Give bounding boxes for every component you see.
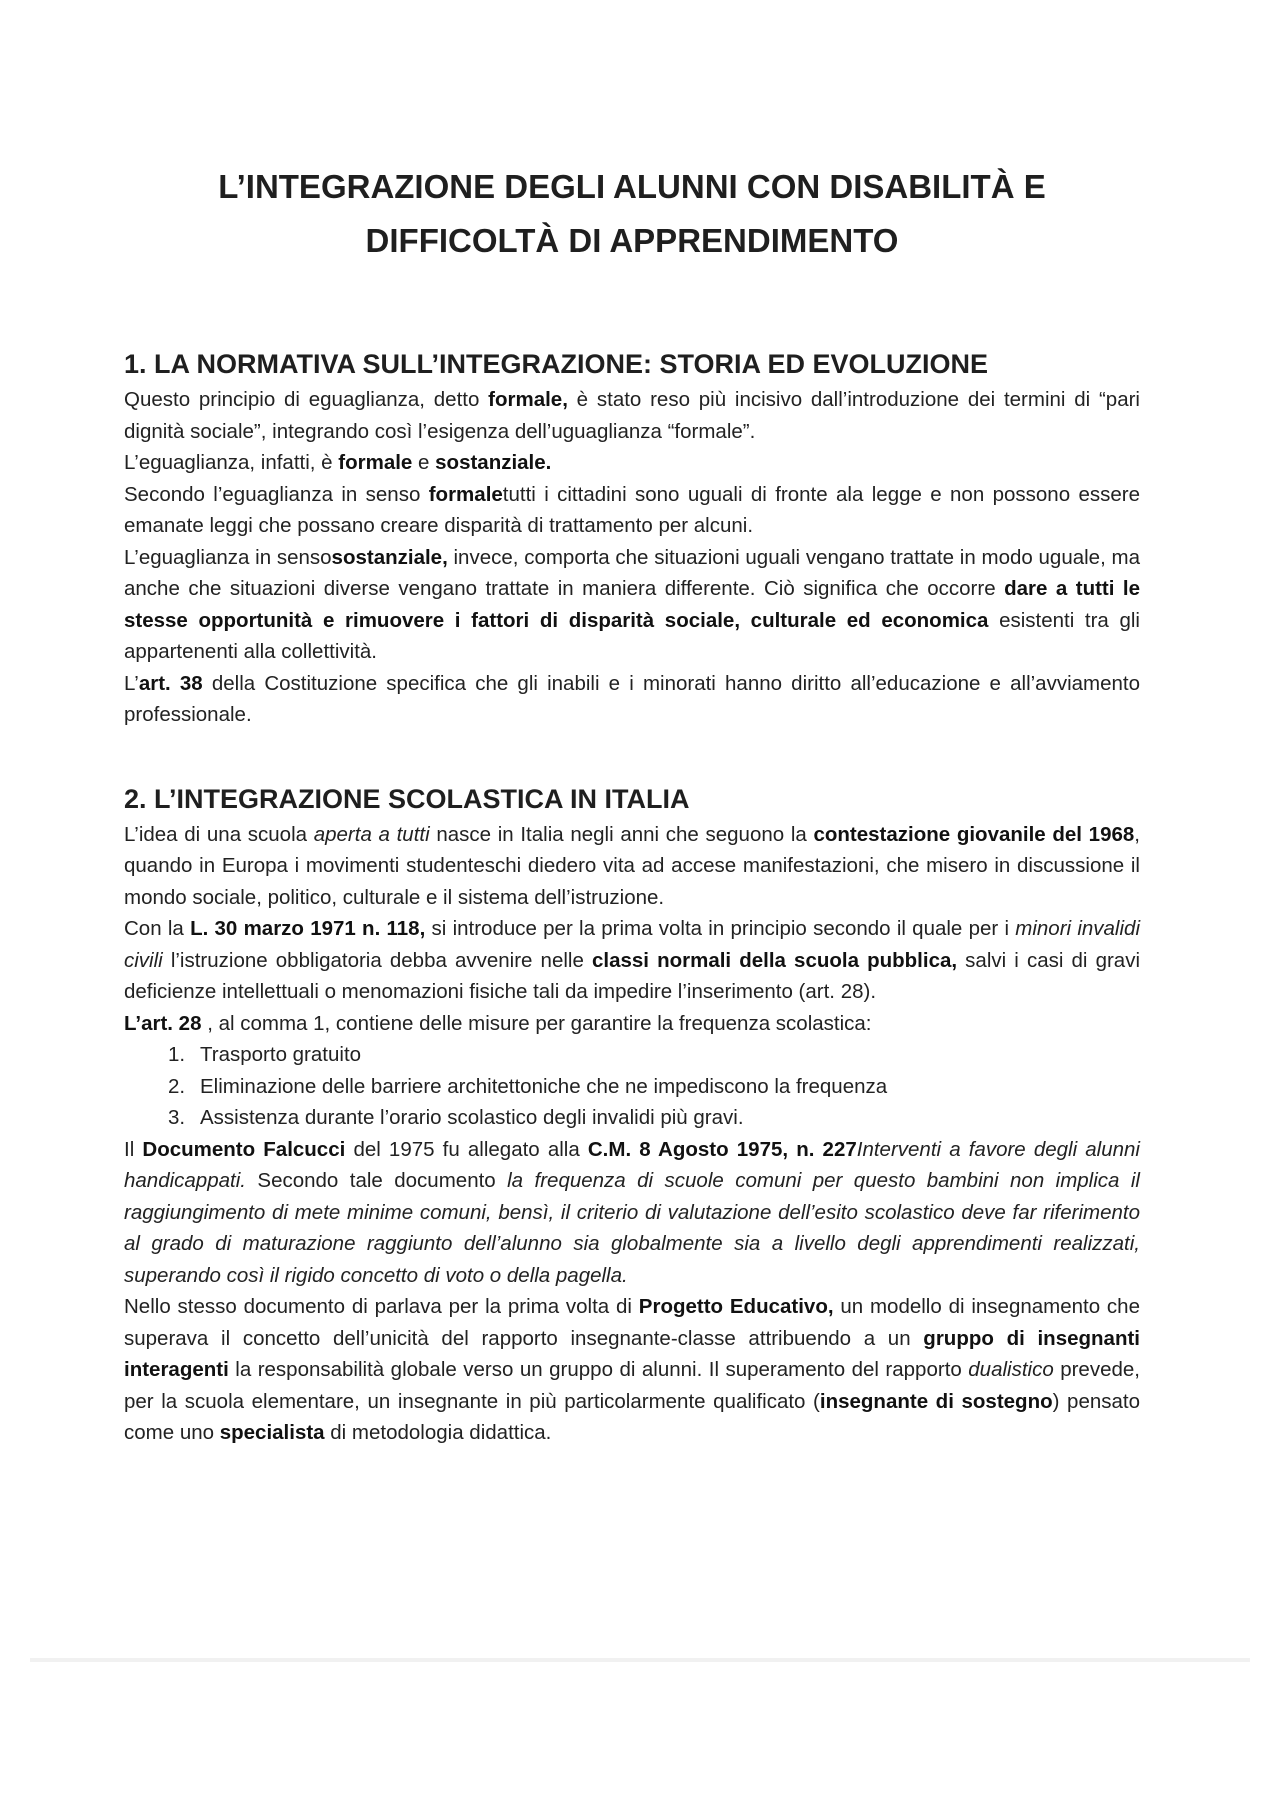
bold-span: Documento Falcucci xyxy=(142,1137,346,1161)
text-span: L’idea di una scuola xyxy=(124,822,314,846)
italic-span: minori invalidi civili xyxy=(124,917,1140,972)
measures-list xyxy=(124,1039,1140,1134)
section-1-paragraph-5 xyxy=(124,668,1140,731)
bold-span: L’art. 28 xyxy=(124,1011,202,1035)
title-line-1: L’INTEGRAZIONE DEGLI ALUNNI CON DISABILITÀ E xyxy=(218,168,1046,205)
text-span: Secondo tale documento xyxy=(245,1169,508,1192)
text-span: Il xyxy=(124,1137,143,1161)
bold-span: Progetto Educativo, xyxy=(638,1295,834,1318)
section-2-paragraph-4 xyxy=(124,1134,1140,1292)
list-item-text: Trasporto gratuito xyxy=(200,1043,362,1066)
list-item-text: Assistenza durante l’orario scolastico degli invalidi più gravi. xyxy=(200,1106,744,1129)
bold-span: art. 38 xyxy=(138,671,203,695)
page-bottom-divider xyxy=(30,1658,1250,1662)
list-number: 3. xyxy=(168,1106,186,1129)
text-span: tutti i cittadini sono uguali di fronte ala legge e non possono essere emanate leggi che possano creare disparità di trattamento per alcuni. xyxy=(124,482,1140,537)
section-1-paragraph-1 xyxy=(124,384,1140,447)
text-span: si introduce per la prima volta in principio secondo il quale per i xyxy=(425,917,1016,940)
bold-span: gruppo di insegnanti interagenti xyxy=(124,1326,1140,1381)
list-item xyxy=(168,1039,1140,1071)
title-line-2: DIFFICOLTÀ DI APPRENDIMENTO xyxy=(365,222,899,259)
text-span: Con la xyxy=(124,917,191,940)
section-2-heading: 2. L’INTEGRAZIONE SCOLASTICA IN ITALIA xyxy=(124,783,690,814)
text-span: la responsabilità globale verso un gruppo di alunni. Il superamento del rapporto xyxy=(228,1358,969,1381)
section-1-paragraph-4 xyxy=(124,542,1140,668)
bold-span: insegnante di sostegno xyxy=(819,1389,1053,1413)
bold-span: formale, xyxy=(488,388,568,411)
text-span: invece, comporta che situazioni uguali vengano trattate in modo uguale, ma anche che situazioni diverse vengano trattate in maniera differente. Ciò significa che occorre xyxy=(124,545,1140,600)
bold-span: formale xyxy=(338,451,413,474)
bold-span: C.M. 8 Agosto 1975, n. 227 xyxy=(587,1137,857,1161)
list-item-text: Eliminazione delle barriere architettoniche che ne impediscono la frequenza xyxy=(200,1074,888,1098)
bold-span: sostanziale, xyxy=(331,545,448,569)
italic-span: Interventi a favore degli alunni handicappati. xyxy=(124,1137,1140,1192)
text-span: salvi i casi di gravi deficienze intellettuali o menomazioni fisiche tali da impedire l’inserimento (art. 28). xyxy=(124,948,1140,1003)
text-span: e xyxy=(412,451,436,474)
italic-span: la frequenza di scuole comuni per questo bambini non implica il raggiungimento di mete minime comuni, bensì, il criterio di valutazione dell’esito scolastico deve far riferimento al grado di maturazione raggiunto dell’alunno sia globalmente sia a livello degli apprendimenti realizzati, superando così il rigido concetto di voto o della pagella. xyxy=(124,1169,1140,1287)
text-span: un modello di insegnamento che superava il concetto dell’unicità del rapporto insegnante-classe attribuendo a un xyxy=(124,1295,1140,1350)
page-title xyxy=(124,160,1140,268)
section-2-paragraph-3 xyxy=(124,1008,1140,1040)
bold-span: L. 30 marzo 1971 n. 118, xyxy=(190,917,426,940)
text-span: del 1975 fu allegato alla xyxy=(345,1137,588,1161)
bold-span: contestazione giovanile del 1968 xyxy=(813,822,1135,846)
bold-span: dare a tutti le stesse opportunità e rimuovere i fattori di disparità sociale, culturale ed economica xyxy=(124,577,1141,632)
text-span: Nello stesso documento di parlava per la prima volta di xyxy=(124,1295,639,1318)
section-1-heading: 1. LA NORMATIVA SULL’INTEGRAZIONE: STORIA ED EVOLUZIONE xyxy=(124,349,989,379)
text-span: Secondo l’eguaglianza in senso xyxy=(124,482,429,506)
section-1-paragraph-2 xyxy=(124,447,1140,479)
section-2-paragraph-1 xyxy=(124,819,1140,914)
italic-span: aperta a tutti xyxy=(313,822,430,846)
text-span: è stato reso più incisivo dall’introduzione dei termini di “pari dignità sociale”, integrando così l’esigenza dell’uguaglianza “formale”. xyxy=(124,388,1140,443)
text-span: nasce in Italia negli anni che seguono la xyxy=(429,822,814,846)
bold-span: classi normali della scuola pubblica, xyxy=(591,948,958,972)
list-item xyxy=(168,1071,1140,1103)
list-number: 2. xyxy=(168,1074,186,1098)
bold-span: sostanziale. xyxy=(435,451,552,474)
bold-span: specialista xyxy=(219,1421,325,1444)
italic-span: dualistico xyxy=(968,1358,1054,1381)
text-span: Questo principio di eguaglianza, detto xyxy=(124,388,489,411)
document-body xyxy=(124,160,1140,1449)
text-span: , quando in Europa i movimenti studenteschi diedero vita ad accese manifestazioni, che misero in discussione il mondo sociale, politico, culturale e il sistema dell’istruzione. xyxy=(124,822,1140,909)
section-2-paragraph-5 xyxy=(124,1291,1140,1449)
section-2-paragraph-2 xyxy=(124,913,1140,1008)
section-1-paragraph-3 xyxy=(124,479,1140,542)
text-span: prevede, per la scuola elementare, un insegnante in più particolarmente qualificato ( xyxy=(124,1358,1140,1413)
text-span: l’istruzione obbligatoria debba avvenire nelle xyxy=(162,948,592,972)
list-number: 1. xyxy=(168,1043,186,1066)
text-span: di metodologia didattica. xyxy=(324,1421,552,1444)
bold-span: formale xyxy=(428,482,503,506)
text-span: L’eguaglianza, infatti, è xyxy=(124,451,339,474)
list-item xyxy=(168,1102,1140,1134)
text-span: esistenti tra gli appartenenti alla collettività. xyxy=(124,608,1140,663)
text-span: , al comma 1, contiene delle misure per garantire la frequenza scolastica: xyxy=(201,1011,872,1035)
text-span: L’ xyxy=(124,671,139,695)
text-span: L’eguaglianza in senso xyxy=(124,545,332,569)
text-span: della Costituzione specifica che gli inabili e i minorati hanno diritto all’educazione e all’avviamento professionale. xyxy=(124,671,1141,726)
text-span: ) pensato come uno xyxy=(124,1389,1140,1444)
